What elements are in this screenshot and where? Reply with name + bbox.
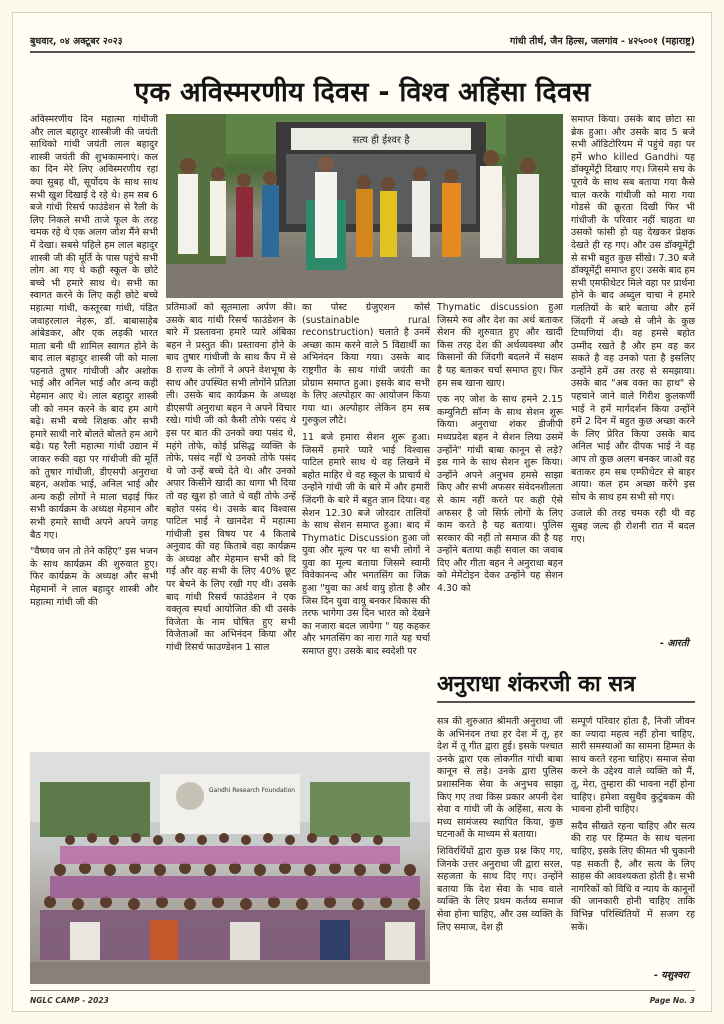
article1-column-3 xyxy=(302,302,430,747)
main-headline: एक अविस्मरणीय दिवस - विश्व अहिंसा दिवस xyxy=(134,77,591,108)
article1-column-2 xyxy=(166,302,296,747)
issue-date: बुधवार, ०४ अक्टूबर २०२३ xyxy=(30,36,123,47)
running-header xyxy=(30,34,695,48)
header-rule xyxy=(30,51,695,53)
article2-signature: - यशुश्वरा xyxy=(654,970,689,981)
article2-paragraph: शिविरर्थियों द्वारा कुछ प्रश्न किए गए, जिनके उत्तर अनुराधा जी द्वारा सरल, सहजता के साथ दिए गए। उन्होंने बताया कि देश सेवा के भाव वाले व्यक्ति के लिए प्रथम कर्तव्य समाज सेवा होना चाहिए, और उस व्यक्ति के लिए समाज, देश ही xyxy=(437,845,563,933)
page-number: Page No. 3 xyxy=(649,996,695,1005)
article1-column-4 xyxy=(437,302,563,657)
section-heading: अनुराधा शंकरजी का सत्र xyxy=(437,672,636,697)
article2-paragraph: सम्पूर्ण परिवार होता है, निजी जीवन का ज्यादा महत्व नहीं होना चाहिए, सारी समस्याओं का सामना हिम्मत के साथ करते रहना चाहिए। समाज सेवा करने के उद्देश्य वाले व्यक्ति को मैं, तू, मेरा, तुम्हारा की भावना नहीं होना चाहिए। हमेशा वसुधैव कुटुंबकम की भावना होनी चाहिए। xyxy=(571,716,695,816)
article1-paragraph: Thymatic discussion हुआ जिसमे रुव और देश का अर्थ बताकर सेशन की शुरुवात हुए और खादी किस तरह देश की अर्थव्यवस्था और किसानों की जिंदगी बदलने में सक्षम है यह बताकर चर्चा समाप्त हुए। फिर हम सब खाना खाए। xyxy=(437,302,563,389)
article1-signature: - आरती xyxy=(660,638,689,649)
backdrop-text: Gandhi Research Foundation xyxy=(208,787,296,794)
stage-banner-text: सत्य ही ईश्वर है xyxy=(352,135,410,146)
article2-paragraph: सदैव सीखते रहना चाहिए और सत्य की राह पर हिम्मत के साथ चलना चाहिए, इसके लिए कीमत भी चुकानी पड़ सकती है, और सत्य के लिए साहस की आवश्यकता होती है। सभी नागरिकों को विधि व न्याय के कानूनों की जानकारी होनी चाहिए ताकि विभिन्न परिस्थितियों में सजग रह सकें। xyxy=(571,820,695,933)
article1-paragraph: उजाले की तरह चमक रही थी वह सुबह जल्द ही रोशनी रात में बदल गए। xyxy=(571,508,695,545)
article1-paragraph: एक नए जोश के साथ हमने 2.15 कम्युनिटी सॉन्ग के साथ सेशन शुरू किया। अनुराधा शंकर डीजीपी मध्यप्रदेश बहन ने सेशन लिया उसमें उन्होंने" गांधी बाबा कानून से लड़े? इस गाने के साथ सेशन शुरू किया। उन्होंने अपने अनुभव हमसे साझा किए और सभी अफसर संवेदनशीलता से काम नहीं करते पर कही ऐसे अफसर है जो सिर्फ लोगों के लिए काम करते है यह बताया। पुलिस सरकार की नहीं तो समाज की है यह उन्होंने बताया कही सवाल का जवाब दिए और गीता बहन ने अनुराधा बहन को मेमेंटोइन देकर उन्होंने यह सेशन 4.30 को xyxy=(437,394,563,595)
article1-column-5 xyxy=(571,114,695,644)
article2-paragraph: सत्र की शुरुआत श्रीमती अनुराधा जी के अभिनंदन तथा हर देश में तू, हर देश में तू गीत द्वारा हुई। इसके पश्चात उनके द्वारा एक लोकगीत गांधी बाबा कानून से लड़े। उनके द्वारा पुलिस प्रशासनिक सेवा के अनुभव साझा किए गए तथा किस प्रकार अपनी देश सेवा व गांधी जी के अहिंसा, सत्य के मध्य सामंजस्य स्थापित किया, कुछ घटनाओं के माध्यम से बताया। xyxy=(437,716,563,841)
group-photo-illustration xyxy=(30,752,430,984)
footer-rule xyxy=(30,990,695,991)
article2-column-1 xyxy=(437,716,563,980)
group-photo xyxy=(30,752,430,984)
article1-paragraph: "वैष्णव जन तो तेने कहिए" इस भजन के साथ कार्यक्रम की शुरुवात हुए। फिर कार्यक्रम के अध्यक्ष और सभी मेहमानों ने लाल बहादुर शास्त्री और महात्मा गांधी जी की xyxy=(30,546,158,608)
pledge-ceremony-photo xyxy=(166,114,563,298)
publication-place: गांधी तीर्थ, जैन हिल्स, जलगांव - ४२५००१ (महाराष्ट्र) xyxy=(509,36,695,47)
article1-column-1 xyxy=(30,114,158,745)
article1-paragraph: का पोस्ट ग्रेजुएशन कोर्स (sustainable rural reconstruction) चलाते है उनमें अच्छा काम करने वाले 5 विद्यार्थी का अभिनंदन किया गया। उसके बाद राष्ट्रगीत के साथ गांधी जयंती का प्रोग्राम समाप्त हुआ। इसके बाद सभी के लिए अल्पोहार का आयोजन किया गया था। अल्पोहार लेकिन हम सब गुरुकुल लौटे। xyxy=(302,302,430,427)
article1-paragraph: समाप्त किया। उसके बाद छोटा सा ब्रेक हुआ। और उसके बाद 5 बजे सभी ऑडिटोरियम में पहुंचे वहा पर हमें who killed Gandhi यह डॉक्यूमेंट्री दिखाए गए। जिसमे सच के पूरावे के साथ सब बताया गया कैसे चाल करके गांधीजी को मारा गया गोडसे की क्रूरता दिखी फिर भी गांधीजी के परिवार नहीं चाहता था उसको फांसी हो यह देखकर प्रेक्षक देखते ही रह गए। और उस डॉक्यूमेंट्री से सभी बहुत कुछ सीखे। 7.30 बजे डॉक्यूमेंट्री समाप्त हुए। उसके बाद हम सभी एमफीथेटर मिले वहा पर प्रार्थना होने के बाद अब्दुल चाचा ने हमारे गलतियों के बारे बताया और हमें जिंदगी में अच्छे से जीने के कुछ टिप्पणियां दी। वह हमसे बहोत उम्मीद रखते है और हम वह कर सकते है वह उनको पता है इसलिए उन्होंने हमें उस तरह से समझाया। उसके बाद "अब वक्त का हाथ" से पहचाने जाने वाले गिरीश कुलकर्णी भाई ने हमें मार्गदर्शन किया उन्होंने हमें 2 दिन में बहुत कुछ अच्छा करने के लिए प्रेरित किया उसके बाद अनिल भाई और दीपक भाई ने वह आप तो कुछ अलग बनकर जाओ वह बताकर हम सब एम्फीथेटर से बाहर आया। कल हम अच्छा करेंगे इस सोच के साथ हम सभी सो गए। xyxy=(571,114,695,503)
article1-paragraph: प्रतिमाओं को सूतमाला अर्पण की। उसके बाद गांधी रिसर्च फाउंडेशन के बारे में प्रस्तावना हमारे प्यारे अंबिका बहन ने प्रस्तुत की। प्रस्तावना होने के बाद तुषार गांधीजी के साथ कैंप में से 8 राज्य के लोगों ने अपने वेशभूषा के साथ और उपस्थित सभी लोगोंने प्रतिज्ञा ली। उसके बाद कार्यक्रम के अध्यक्ष डीएसपी अनुराधा बहन ने अपने विचार रखे। गांधी जी को कैसी तोफे पसंद थे इस पर बात की उनको क्या पसंद थे, महंगे तोफे, कोई प्रसिद्ध व्यक्ति के तोफे, पसंद नहीं थे उनको तोफे पसंद थे जो उन्हें बच्चे देते थे। और उनको अपार किसीने खादी का धागा भी दिया तो वह खुश हो जाते थे वही तोफे उन्हें बहोत पसंद थे। उसके बाद विश्वास पाटिल भाई ने खानदेश में महात्मा गांधीजी इस विषय पर 4 किताबे अनुवाद की वह किताबे वहा कार्यक्रम के अध्यक्ष और मेहमान सभी को दि गई और वह सभी के लिए 40% छूट पर बेचने के लिए रखी गए थी। उसके बाद गांधी रिसर्च फाउंडेशन ने एक वक्तृत्व स्पर्धा आयोजित की थी उसके विजेता के नाम घोषित हुए सभी विजेताओं का अभिनंदन किया और गांधी रिसर्च फाउण्डेशन 1 साल xyxy=(166,302,296,654)
section-heading-rule xyxy=(437,701,695,703)
pledge-ceremony-illustration xyxy=(166,114,563,298)
article2-column-2 xyxy=(571,716,695,968)
article1-paragraph: अविस्मरणीय दिन महात्मा गांधीजी और लाल बहादुर शास्त्रीजी की जयंती साथिको गांधी जयंती लाल बहादुर शास्त्री जयंती की शुभकामनाएं। कल का दिन मेरे लिए अविस्मरणीय रहा क्या सुबह थी, सूर्योदय के साथ साथ सभी खुश दिखाई दे रहे थे। हम सब 6 बजे गांधी रिसर्च फाउंडेशन से रैली के लिए निकले सभी ताजे फूल के तरह चमक रहे थे एक अलग जोश मैंने सभी में देखा। सबसे पहिले हम लाल बहादुर शास्त्री जी की मूर्ति के पास पहुंचे सभी लोग आ गए थे कही स्कूल के छोटे बच्चे भी हमारे साथ थे। सभी का स्वागत करने के लिए कही छोटे बच्चे महात्मा गांधी, कस्तूरबा गांधी, पंडित जवाहरलाल नेहरू, डॉ. बाबासाहेब आंबेडकर, और एक लड़की भारत माता बनी थी शामिल स्वागत होने के बाद लाल बहादुर शास्त्री जी को माला पहनाते तुषार गांधीजी और अशोक भाई और अनिल भाई और अन्य कही मेहमान आए थे। लाल बहादुर शास्त्री जी को नमन करने के बाद हम आगे बढ़े। सभी बच्चे शिक्षक और सभी हमारे साथी नारे बोलते बोलते हम आगे बढ़े। यह रैली महात्मा गांधी उद्यान में जाकर रुकी वहा पर गांधीजी की मूर्ति को तुषार गांधीजी, डीएसपी अनुराधा बहन, अशोक भाई, अनिल भाई और अन्य कही लोगों ने माला चढ़ाई फिर सभी कार्यक्रम के अध्यक्ष मेहमान और सभी हमारे साथी अपने अपने जगह बैठ गए। xyxy=(30,114,158,541)
article1-paragraph: 11 बजे हमारा सेशन शुरू हुआ। जिसमें हमारे प्यारे भाई विश्वास पाटिल हमारे साथ थे वह लिखने में बहोत माहिर थे वह स्कूल के प्राचार्य थे उन्होंने गांधी जी के बारे में और हमारी जिंदगी के बारे में बहुत ज्ञान दिया। वह सेशन 12.30 बजे जोरदार तालियों के साथ सेशन समाप्त हुआ। बाद में Thymatic Discussion हुआ जो युवा और मूल्य पर था सभी लोगों ने युवा का मूल्य बताया जिसमे स्वामी विवेकानन्द और भगतसिंग का जिक्र हुआ "युवा का अर्थ वायु होता है और जिस दिन युवा वायु बनकर विकास की तरफ भागेगा उस दिन भारत को देखने का नजारा बदल जायेगा " यह कहकर और भगतसिंग का नारा गाते यह चर्चा समाप्त हुए। उसके बाद स्वदेशी पर xyxy=(302,431,430,658)
group-people-rows xyxy=(40,833,425,960)
footer-camp-name: NGLC CAMP - 2023 xyxy=(30,996,109,1005)
